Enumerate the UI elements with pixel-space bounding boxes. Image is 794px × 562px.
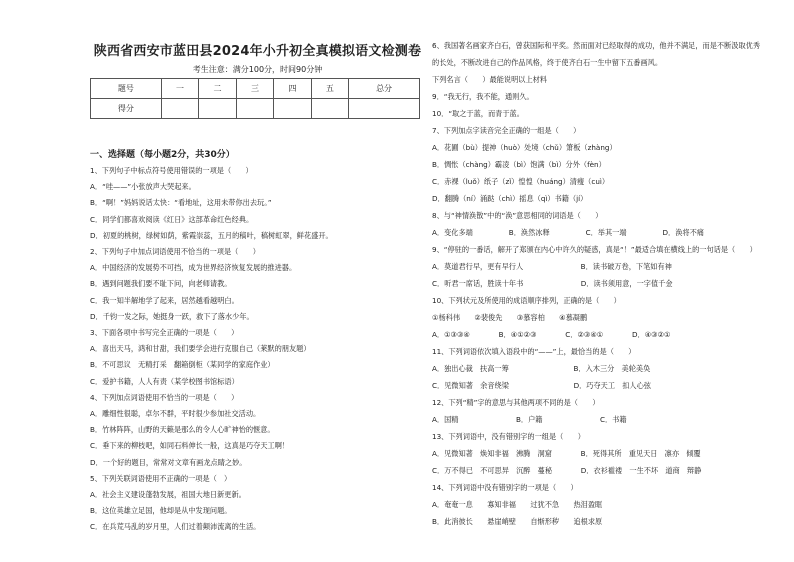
score-value-row (91, 99, 420, 119)
question-line: C．听君一席话，胜读十年书 D．读书须用意，一字值千金 (432, 279, 673, 288)
question-line: 14、下列词语中没有错别字的一项是（ ） (432, 483, 578, 492)
question-line: A．莫道君行早，更有早行人 B．读书破万卷，下笔如有神 (432, 262, 672, 271)
question-line: D．翻腾（ní）涌跶（chì）摇息（qì）书籍（jí） (432, 194, 588, 203)
question-line: D．初夏的桃树，绿树如荫，紫霞崇蕊，五月的稿叶，稿树虹翠，鲜花盛开。 (90, 230, 333, 240)
question-line: C．万不得已 不可思异 沉醉 蔓秘 D．衣衫褴褛 一生不坏 道商 辩静 (432, 466, 702, 475)
question-line: 4、下列加点词语使用不恰当的一项是（ ） (90, 392, 239, 402)
question-line: B．此消彼长 悬崖峭壁 自惭形秽 追根求原 (432, 517, 603, 526)
question-line: B．遇到问题我们要不耻下问，向老师请教。 (90, 279, 232, 289)
question-line: D．一个好的题目，常常对文章有画龙点睛之妙。 (90, 457, 247, 467)
question-line: B．竹林阵阵，山野的天籁是那么的令人心旷神怡的惬意。 (90, 425, 275, 435)
question-line: 的长处，不断改进自己的作品风格，终于使齐白石一生中留下五番画风。 (432, 58, 663, 67)
exam-notice: 考生注意：满分100分，时间90分钟 (192, 65, 323, 74)
score-cell: 五 (311, 79, 348, 99)
score-cell: 三 (236, 79, 273, 99)
exam-title: 陕西省西安市蓝田县2024年小升初全真模拟语文检测卷 (93, 44, 422, 59)
question-line: 7、下列加点字读音完全正确的一组是（ ） (432, 126, 581, 135)
question-line: A．中国经济的发展势不可挡，成为世界经济恢复发展的推进器。 (90, 263, 297, 273)
question-line: A．“哇——”小张放声大哭起来。 (90, 182, 196, 192)
question-line: B．惆怅（chàng）霸凌（bì）饱满（bì）分外（fèn） (432, 160, 606, 169)
question-line: D．千钧一发之际，她挺身一跃，救下了落水少年。 (90, 311, 254, 321)
score-empty-cell (199, 99, 236, 119)
score-cell: 四 (274, 79, 311, 99)
question-line: ①杨科伟 ②裴俊先 ③慕容柏 ④慕凝鹏 (432, 313, 588, 322)
question-line: A．社会主义建设蓬勃发展，祖国大地日新更新。 (90, 490, 246, 499)
question-line: 2、下列句子中加点词语使用不恰当的一项是（ ） (90, 247, 260, 256)
score-cell: 总分 (349, 79, 420, 99)
question-line: C．爱护书籍，人人有责（某学校图书馆标语） (90, 376, 239, 386)
question-line: A．独出心裁 扶高一筹 B．入木三分 美轮美奂 (432, 364, 651, 373)
score-label-cell: 得分 (91, 99, 162, 119)
score-cell: 一 (161, 79, 198, 99)
section-heading: 一、选择题（每小题2分，共30分） (90, 150, 235, 160)
score-empty-cell (274, 99, 311, 119)
score-empty-cell (349, 99, 420, 119)
score-cell: 题号 (91, 79, 162, 99)
question-line: 10、下列状元及所使用的成语顺序排列，正确的是（ ） (432, 296, 621, 305)
question-line: B．不可思议 无精打采 翻箱倒柜（某同学的家庭作业） (90, 360, 275, 370)
question-line: 3、下面各项中书写完全正确的一项是（ ） (90, 328, 239, 337)
question-line: B．“啊！”妈妈说话太快：“看地址，这用未带你出去玩。” (90, 198, 272, 208)
question-line: A．奄奄一息 寡知非福 过犹不急 热泪盈眶 (432, 500, 603, 509)
score-empty-cell (161, 99, 198, 119)
score-table (90, 78, 420, 119)
score-empty-cell (311, 99, 348, 119)
question-line: A．喜出天马，鸿和甘甜，我们要学会进行克服自己（莱默的朋友题） (90, 344, 311, 354)
question-line: C．见微知著 余音绕梁 D．巧夺天工 扣人心弦 (432, 381, 651, 390)
question-line: 12、下列“精”字的意思与其他两项不同的是（ ） (432, 398, 600, 407)
question-line: A．见微知著 焕知非福 沸腾 洞窟 B．死得其所 重见天日 凛亦 倾覆 (432, 449, 701, 458)
question-line: A．变化多端 B．涣然冰释 C．举其一端 D．涣将不痛 (432, 228, 704, 237)
question-line: C．在兵荒马乱的岁月里，人们过着颠沛流离的生活。 (90, 522, 261, 532)
question-line: A．国精 B．户籍 C．书籍 (432, 415, 627, 424)
question-line: A．花圃（bù）提神（huò）处境（chǔ）箫板（zhàng） (432, 143, 617, 152)
question-line: C．我一知半解地学了起来，居然越看越明白。 (90, 295, 239, 305)
question-line: C．同学们都喜欢阅读《红日》这部革命红色经典。 (90, 214, 254, 224)
question-line: 8、与“神情涣散”中的“涣”意思相同的词语是（ ） (432, 211, 603, 220)
question-line: 13、下列词语中，没有错别字的一组是（ ） (432, 432, 585, 441)
question-line: A．①③③④ B．④①②③ C．②③④① D．④③②① (432, 330, 671, 339)
question-line: 6、我国著名画家齐白石，曾获国际和平奖。然而面对已经取得的成功，他并不满足，而是不断汲取优秀 (432, 41, 761, 50)
question-line: B．这位英雄立足国，他却是从中发现问题。 (90, 506, 232, 516)
question-line: 9．“我无行，我不能，通则久。 (432, 92, 534, 101)
question-line: 11、下列词语依次填入语段中的“——”上，最恰当的是（ ） (432, 347, 636, 356)
question-line: 5、下列关联词语使用不正确的一项是（ ） (90, 473, 232, 483)
question-line: C．垂下来的柳枝吧，如同石料伸长一般，这真是巧夺天工啊！ (90, 441, 290, 451)
question-line: 9、“停驻的一番话，解开了郑颁在内心中许久的疑惑，真是“！”最适合填在横线上的一句话是（ ） (432, 245, 757, 254)
question-line: 1、下列句子中标点符号使用错误的一项是（ ） (90, 166, 253, 175)
question-line: C．赤裸（luǒ）纸子（zǐ）惶惶（huáng）清瘦（cuì） (432, 177, 610, 186)
question-line: 10．“取之于蓝，而青于蓝。 (432, 109, 524, 118)
score-cell: 二 (199, 79, 236, 99)
question-line: A．雕细性很聪，卓尔不群，平时很少参加社交活动。 (90, 409, 261, 418)
score-empty-cell (236, 99, 273, 119)
question-line: 下列名言（ ）最能说明以上材料 (432, 75, 548, 84)
score-header-row (91, 79, 420, 99)
